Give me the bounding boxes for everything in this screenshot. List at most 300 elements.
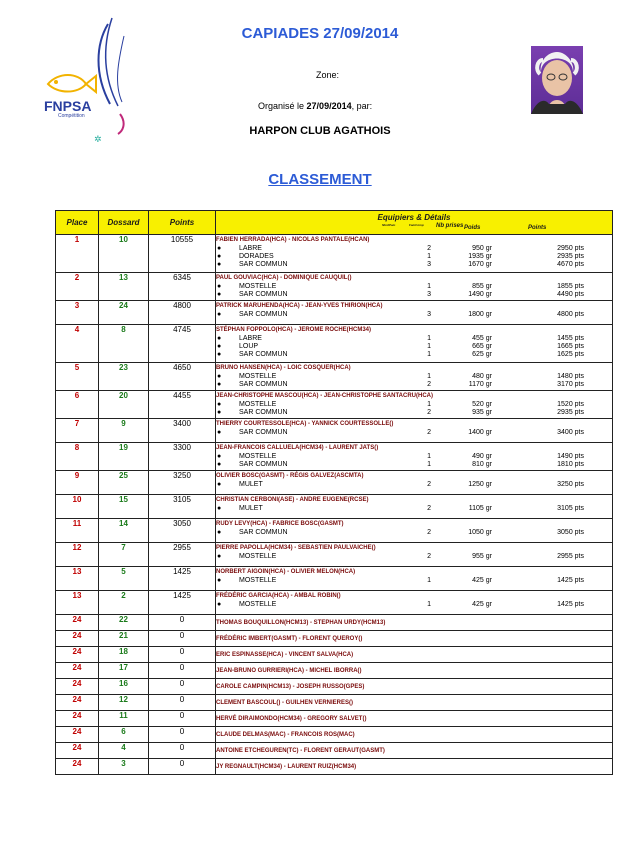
catch-points: 2935 pts: [557, 253, 584, 260]
table-row: [56, 695, 613, 711]
points-cell: 3400: [149, 419, 216, 443]
catch-line: [216, 283, 612, 291]
catch-count: 3: [427, 311, 431, 318]
place-cell: 24: [56, 679, 99, 695]
team-cell: [216, 591, 613, 615]
bullet-icon: ●: [217, 343, 222, 350]
dossard-cell: 8: [99, 325, 149, 363]
place-cell: 9: [56, 471, 99, 495]
dossard-cell: 7: [99, 543, 149, 567]
dossard-cell: 17: [99, 663, 149, 679]
catch-points: 4670 pts: [557, 261, 584, 268]
place-cell: 12: [56, 543, 99, 567]
catch-weight: 1490 gr: [468, 291, 492, 298]
catch-count: 2: [427, 409, 431, 416]
catch-points: 2950 pts: [557, 245, 584, 252]
team-cell: [216, 273, 613, 301]
dossard-cell: 19: [99, 443, 149, 471]
team-subheader-nb-prises: Nb prises: [436, 223, 464, 229]
catch-weight: 425 gr: [472, 577, 492, 584]
bullet-icon: ●: [217, 373, 222, 380]
place-cell: 24: [56, 711, 99, 727]
catch-species: SAR COMMUN: [239, 311, 288, 318]
catch-species: MOSTELLE: [239, 601, 277, 608]
table-row: [56, 711, 613, 727]
team-members: STÉPHAN FOPPOLO(HCA) - JEROME ROCHE(HCM34): [216, 327, 372, 333]
points-cell: 0: [149, 695, 216, 711]
catch-count: 1: [427, 453, 431, 460]
place-cell: 10: [56, 495, 99, 519]
team-cell: [216, 543, 613, 567]
place-cell: 13: [56, 591, 99, 615]
catch-points: 1490 pts: [557, 453, 584, 460]
catch-line: [216, 409, 612, 417]
catch-weight: 520 gr: [472, 401, 492, 408]
bullet-icon: ●: [217, 245, 222, 252]
team-members: ANTOINE ETCHEGUREN(TC) - FLORENT GERAUT(GASMT): [216, 748, 385, 754]
catch-count: 2: [427, 553, 431, 560]
dossard-cell: 14: [99, 519, 149, 543]
team-members: JEAN-CHRISTOPHE MASCOU(HCA) - JEAN-CHRISTOPHE SANTACRU(HCA): [216, 393, 434, 399]
team-subheader-nbrdpam: NbrdPam: [382, 223, 396, 227]
catch-points: 2955 pts: [557, 553, 584, 560]
team-cell: [216, 727, 613, 743]
bullet-icon: ●: [217, 481, 222, 488]
dossard-cell: 5: [99, 567, 149, 591]
catch-species: SAR COMMUN: [239, 291, 288, 298]
dossard-cell: 12: [99, 695, 149, 711]
team-cell: [216, 471, 613, 495]
catch-count: 1: [427, 343, 431, 350]
team-cell: [216, 759, 613, 775]
catch-species: SAR COMMUN: [239, 351, 288, 358]
catch-line: [216, 529, 612, 537]
catch-points: 3250 pts: [557, 481, 584, 488]
catch-line: [216, 343, 612, 351]
points-cell: 0: [149, 663, 216, 679]
catch-species: SAR COMMUN: [239, 409, 288, 416]
team-members: PAUL GOUVIAC(HCA) - DOMINIQUE CAUQUIL(): [216, 275, 352, 281]
dossard-cell: 23: [99, 363, 149, 391]
portrait-image-icon: [531, 46, 583, 114]
catch-line: [216, 261, 612, 269]
team-header-title: Equipiers & Détails: [377, 213, 451, 222]
points-cell: 4800: [149, 301, 216, 325]
points-cell: 3250: [149, 471, 216, 495]
bullet-icon: ●: [217, 351, 222, 358]
points-cell: 0: [149, 615, 216, 631]
catch-points: 1480 pts: [557, 373, 584, 380]
dossard-cell: 10: [99, 235, 149, 273]
table-row: [56, 615, 613, 631]
catch-line: [216, 381, 612, 389]
bullet-icon: ●: [217, 253, 222, 260]
team-cell: [216, 495, 613, 519]
team-cell: [216, 631, 613, 647]
catch-species: DORADES: [239, 253, 274, 260]
catch-points: 3400 pts: [557, 429, 584, 436]
catch-points: 3170 pts: [557, 381, 584, 388]
bullet-icon: ●: [217, 505, 222, 512]
catch-points: 1520 pts: [557, 401, 584, 408]
place-cell: 24: [56, 759, 99, 775]
points-cell: 4650: [149, 363, 216, 391]
team-members: PIERRE PAPOLLA(HCM34) - SEBASTIEN PAULVAICHE(): [216, 545, 376, 551]
catch-line: [216, 335, 612, 343]
catch-line: [216, 351, 612, 359]
catch-count: 3: [427, 261, 431, 268]
team-cell: [216, 391, 613, 419]
team-members: CAROLE CAMPIN(HCM13) - JOSEPH RUSSO(GPES): [216, 684, 365, 690]
catch-points: 2935 pts: [557, 409, 584, 416]
club-name: HARPON CLUB AGATHOIS: [249, 125, 391, 137]
dossard-cell: 11: [99, 711, 149, 727]
catch-line: [216, 245, 612, 253]
catch-count: 3: [427, 291, 431, 298]
catch-line: [216, 577, 612, 585]
points-cell: 4455: [149, 391, 216, 419]
points-cell: 4745: [149, 325, 216, 363]
team-members: BRUNO HANSEN(HCA) - LOIC COSQUER(HCA): [216, 365, 351, 371]
table-row: [56, 419, 613, 443]
points-cell: 0: [149, 743, 216, 759]
section-title: CLASSEMENT: [268, 171, 372, 188]
bullet-icon: ●: [217, 311, 222, 318]
catch-weight: 1050 gr: [468, 529, 492, 536]
bullet-icon: ●: [217, 335, 222, 342]
points-cell: 0: [149, 711, 216, 727]
points-cell: 3105: [149, 495, 216, 519]
catch-species: LABRE: [239, 335, 262, 342]
catch-count: 1: [427, 461, 431, 468]
team-cell: [216, 695, 613, 711]
catch-points: 3105 pts: [557, 505, 584, 512]
team-cell: [216, 443, 613, 471]
place-cell: 24: [56, 727, 99, 743]
catch-species: SAR COMMUN: [239, 461, 288, 468]
catch-points: 1665 pts: [557, 343, 584, 350]
column-header-dossard: Dossard: [99, 211, 149, 235]
bullet-icon: ●: [217, 291, 222, 298]
catch-line: [216, 453, 612, 461]
catch-weight: 480 gr: [472, 373, 492, 380]
team-cell: [216, 647, 613, 663]
catch-species: MOSTELLE: [239, 553, 277, 560]
bullet-icon: ●: [217, 529, 222, 536]
dossard-cell: 13: [99, 273, 149, 301]
catch-species: SAR COMMUN: [239, 529, 288, 536]
table-row: [56, 471, 613, 495]
table-row: [56, 235, 613, 273]
place-cell: 24: [56, 615, 99, 631]
points-cell: 0: [149, 727, 216, 743]
catch-weight: 855 gr: [472, 283, 492, 290]
team-members: CLEMENT BASCOUL() - GUILHEN VERNIERES(): [216, 700, 353, 706]
organise-prefix: Organisé le: [258, 101, 305, 111]
place-cell: 24: [56, 743, 99, 759]
catch-count: 2: [427, 429, 431, 436]
team-members: CHRISTIAN CERBONI(ASE) - ANDRE EUGENE(RCSE): [216, 497, 369, 503]
dossard-cell: 4: [99, 743, 149, 759]
dossard-cell: 21: [99, 631, 149, 647]
catch-weight: 490 gr: [472, 453, 492, 460]
catch-points: 4490 pts: [557, 291, 584, 298]
catch-species: MOSTELLE: [239, 401, 277, 408]
catch-line: [216, 253, 612, 261]
place-cell: 3: [56, 301, 99, 325]
results-body: [56, 235, 613, 775]
team-members: HERVÉ DIRAIMONDO(HCM34) - GREGORY SALVET(): [216, 716, 367, 722]
place-cell: 4: [56, 325, 99, 363]
team-cell: [216, 711, 613, 727]
team-cell: [216, 301, 613, 325]
organise-suffix: , par:: [351, 101, 373, 111]
team-cell: [216, 325, 613, 363]
team-members: NORBERT AIGOIN(HCA) - OLIVIER MELON(HCA): [216, 569, 356, 575]
place-cell: 1: [56, 235, 99, 273]
table-row: [56, 391, 613, 419]
catch-weight: 935 gr: [472, 409, 492, 416]
catch-species: LOUP: [239, 343, 259, 350]
place-cell: 6: [56, 391, 99, 419]
catch-line: [216, 429, 612, 437]
team-members: THIERRY COURTESSOLE(HCA) - YANNICK COURTESSOLLE(): [216, 421, 394, 427]
catch-line: [216, 373, 612, 381]
bullet-icon: ●: [217, 553, 222, 560]
catch-count: 2: [427, 529, 431, 536]
place-cell: 5: [56, 363, 99, 391]
team-subheader-points: Points: [528, 225, 547, 231]
dossard-cell: 18: [99, 647, 149, 663]
team-members: THOMAS BOUQUILLON(HCM13) - STEPHAN URDY(HCM13): [216, 620, 386, 626]
table-row: [56, 325, 613, 363]
team-cell: [216, 235, 613, 273]
catch-species: MOSTELLE: [239, 453, 277, 460]
catch-points: 1425 pts: [557, 601, 584, 608]
points-cell: 2955: [149, 543, 216, 567]
team-members: PATRICK MARUHENDA(HCA) - JEAN-YVES THIRION(HCA): [216, 303, 383, 309]
dossard-cell: 22: [99, 615, 149, 631]
team-members: FRÉDÉRIC GARCIA(HCA) - AMBAL ROBIN(): [216, 593, 341, 599]
table-row: [56, 519, 613, 543]
catch-count: 2: [427, 381, 431, 388]
catch-count: 2: [427, 505, 431, 512]
catch-line: [216, 505, 612, 513]
table-row: [56, 567, 613, 591]
table-row: [56, 495, 613, 519]
team-members: RUDY LEVY(HCA) - FABRICE BOSC(GASMT): [216, 521, 344, 527]
table-row: [56, 647, 613, 663]
table-row: [56, 663, 613, 679]
catch-species: MOSTELLE: [239, 577, 277, 584]
place-cell: 2: [56, 273, 99, 301]
catch-line: [216, 601, 612, 609]
results-table: [55, 210, 613, 775]
points-cell: 10555: [149, 235, 216, 273]
column-header-points: Points: [149, 211, 216, 235]
team-members: CLAUDE DELMAS(MAC) - FRANCOIS ROS(MAC): [216, 732, 355, 738]
dossard-cell: 3: [99, 759, 149, 775]
points-cell: 0: [149, 759, 216, 775]
table-row: [56, 301, 613, 325]
team-members: JEAN-BRUNO GURRIERI(HCA) - MICHEL IBORRA(): [216, 668, 362, 674]
catch-weight: 1800 gr: [468, 311, 492, 318]
bullet-icon: ●: [217, 409, 222, 416]
catch-weight: 665 gr: [472, 343, 492, 350]
bullet-icon: ●: [217, 261, 222, 268]
catch-weight: 810 gr: [472, 461, 492, 468]
organise-date: 27/09/2014: [306, 101, 352, 111]
dossard-cell: 15: [99, 495, 149, 519]
place-cell: 24: [56, 647, 99, 663]
bullet-icon: ●: [217, 429, 222, 436]
dossard-cell: 6: [99, 727, 149, 743]
team-cell: [216, 519, 613, 543]
catch-species: MOSTELLE: [239, 283, 277, 290]
points-cell: 1425: [149, 567, 216, 591]
points-cell: 0: [149, 647, 216, 663]
team-members: FRÉDÉRIC IMBERT(GASMT) - FLORENT QUEROY(): [216, 636, 363, 642]
team-cell: [216, 363, 613, 391]
catch-count: 1: [427, 401, 431, 408]
bullet-icon: ●: [217, 401, 222, 408]
catch-weight: 455 gr: [472, 335, 492, 342]
svg-text:✲: ✲: [94, 135, 102, 145]
catch-species: MULET: [239, 505, 263, 512]
catch-weight: 955 gr: [472, 553, 492, 560]
table-row: [56, 443, 613, 471]
catch-points: 1455 pts: [557, 335, 584, 342]
dossard-cell: 25: [99, 471, 149, 495]
catch-species: SAR COMMUN: [239, 429, 288, 436]
table-row: [56, 727, 613, 743]
points-cell: 3050: [149, 519, 216, 543]
catch-line: [216, 481, 612, 489]
table-row: [56, 743, 613, 759]
catch-weight: 1105 gr: [468, 505, 492, 512]
catch-count: 1: [427, 253, 431, 260]
catch-species: LABRE: [239, 245, 262, 252]
catch-line: [216, 311, 612, 319]
team-cell: [216, 615, 613, 631]
dossard-cell: 9: [99, 419, 149, 443]
catch-count: 2: [427, 481, 431, 488]
catch-weight: 1250 gr: [468, 481, 492, 488]
place-cell: 8: [56, 443, 99, 471]
bullet-icon: ●: [217, 461, 222, 468]
catch-line: [216, 401, 612, 409]
catch-line: [216, 553, 612, 561]
bullet-icon: ●: [217, 283, 222, 290]
team-members: JY REGNAULT(HCM34) - LAURENT RUIZ(HCM34): [216, 764, 357, 770]
catch-species: MOSTELLE: [239, 373, 277, 380]
table-row: [56, 759, 613, 775]
catch-count: 1: [427, 577, 431, 584]
bullet-icon: ●: [217, 381, 222, 388]
points-cell: 0: [149, 631, 216, 647]
zone-label: Zone:: [316, 70, 340, 80]
table-row: [56, 273, 613, 301]
team-members: ERIC ESPINASSE(HCA) - VINCENT SALVA(HCA): [216, 652, 354, 658]
catch-line: [216, 461, 612, 469]
team-subheader-poids: Poids: [464, 225, 481, 231]
points-cell: 3300: [149, 443, 216, 471]
dossard-cell: 24: [99, 301, 149, 325]
points-cell: 0: [149, 679, 216, 695]
place-cell: 7: [56, 419, 99, 443]
organise-line: [258, 101, 372, 111]
catch-species: MULET: [239, 481, 263, 488]
catch-weight: 625 gr: [472, 351, 492, 358]
catch-weight: 950 gr: [472, 245, 492, 252]
dossard-cell: 16: [99, 679, 149, 695]
catch-points: 1425 pts: [557, 577, 584, 584]
logo-text: FNPSA: [44, 98, 92, 114]
catch-weight: 1670 gr: [468, 261, 492, 268]
table-header-row: [56, 211, 613, 235]
bullet-icon: ●: [217, 577, 222, 584]
organizer-photo: [531, 46, 583, 114]
dossard-cell: 2: [99, 591, 149, 615]
team-members: FABIEN HERRADA(HCA) - NICOLAS PANTALE(HCAN): [216, 237, 370, 243]
catch-count: 1: [427, 601, 431, 608]
catch-points: 4800 pts: [557, 311, 584, 318]
dossard-cell: 20: [99, 391, 149, 419]
page-title: CAPIADES 27/09/2014: [241, 25, 399, 42]
place-cell: 24: [56, 631, 99, 647]
table-row: [56, 679, 613, 695]
catch-species: SAR COMMUN: [239, 261, 288, 268]
column-header-team: [216, 211, 613, 235]
table-row: [56, 543, 613, 567]
catch-weight: 1935 gr: [468, 253, 492, 260]
catch-weight: 425 gr: [472, 601, 492, 608]
points-cell: 6345: [149, 273, 216, 301]
logo-subtext: Compétition: [58, 113, 85, 119]
catch-line: [216, 291, 612, 299]
team-members: OLIVIER BOSC(GASMT) - RÉGIS GALVEZ(ASCMTA): [216, 473, 364, 479]
table-row: [56, 591, 613, 615]
team-cell: [216, 679, 613, 695]
table-row: [56, 631, 613, 647]
catch-count: 1: [427, 351, 431, 358]
catch-points: 1810 pts: [557, 461, 584, 468]
place-cell: 13: [56, 567, 99, 591]
team-cell: [216, 663, 613, 679]
place-cell: 11: [56, 519, 99, 543]
catch-count: 2: [427, 245, 431, 252]
catch-points: 1855 pts: [557, 283, 584, 290]
team-subheader-famcomp: FamComp: [409, 223, 424, 227]
catch-count: 1: [427, 283, 431, 290]
catch-weight: 1400 gr: [468, 429, 492, 436]
catch-points: 1625 pts: [557, 351, 584, 358]
place-cell: 24: [56, 663, 99, 679]
place-cell: 24: [56, 695, 99, 711]
points-cell: 1425: [149, 591, 216, 615]
catch-count: 1: [427, 373, 431, 380]
team-cell: [216, 567, 613, 591]
catch-weight: 1170 gr: [468, 381, 492, 388]
column-header-place: Place: [56, 211, 99, 235]
table-row: [56, 363, 613, 391]
team-members: JEAN-FRANCOIS CALLUELA(HCM34) - LAURENT JATS(): [216, 445, 379, 451]
team-cell: [216, 419, 613, 443]
team-cell: [216, 743, 613, 759]
catch-points: 3050 pts: [557, 529, 584, 536]
catch-count: 1: [427, 335, 431, 342]
bullet-icon: ●: [217, 453, 222, 460]
